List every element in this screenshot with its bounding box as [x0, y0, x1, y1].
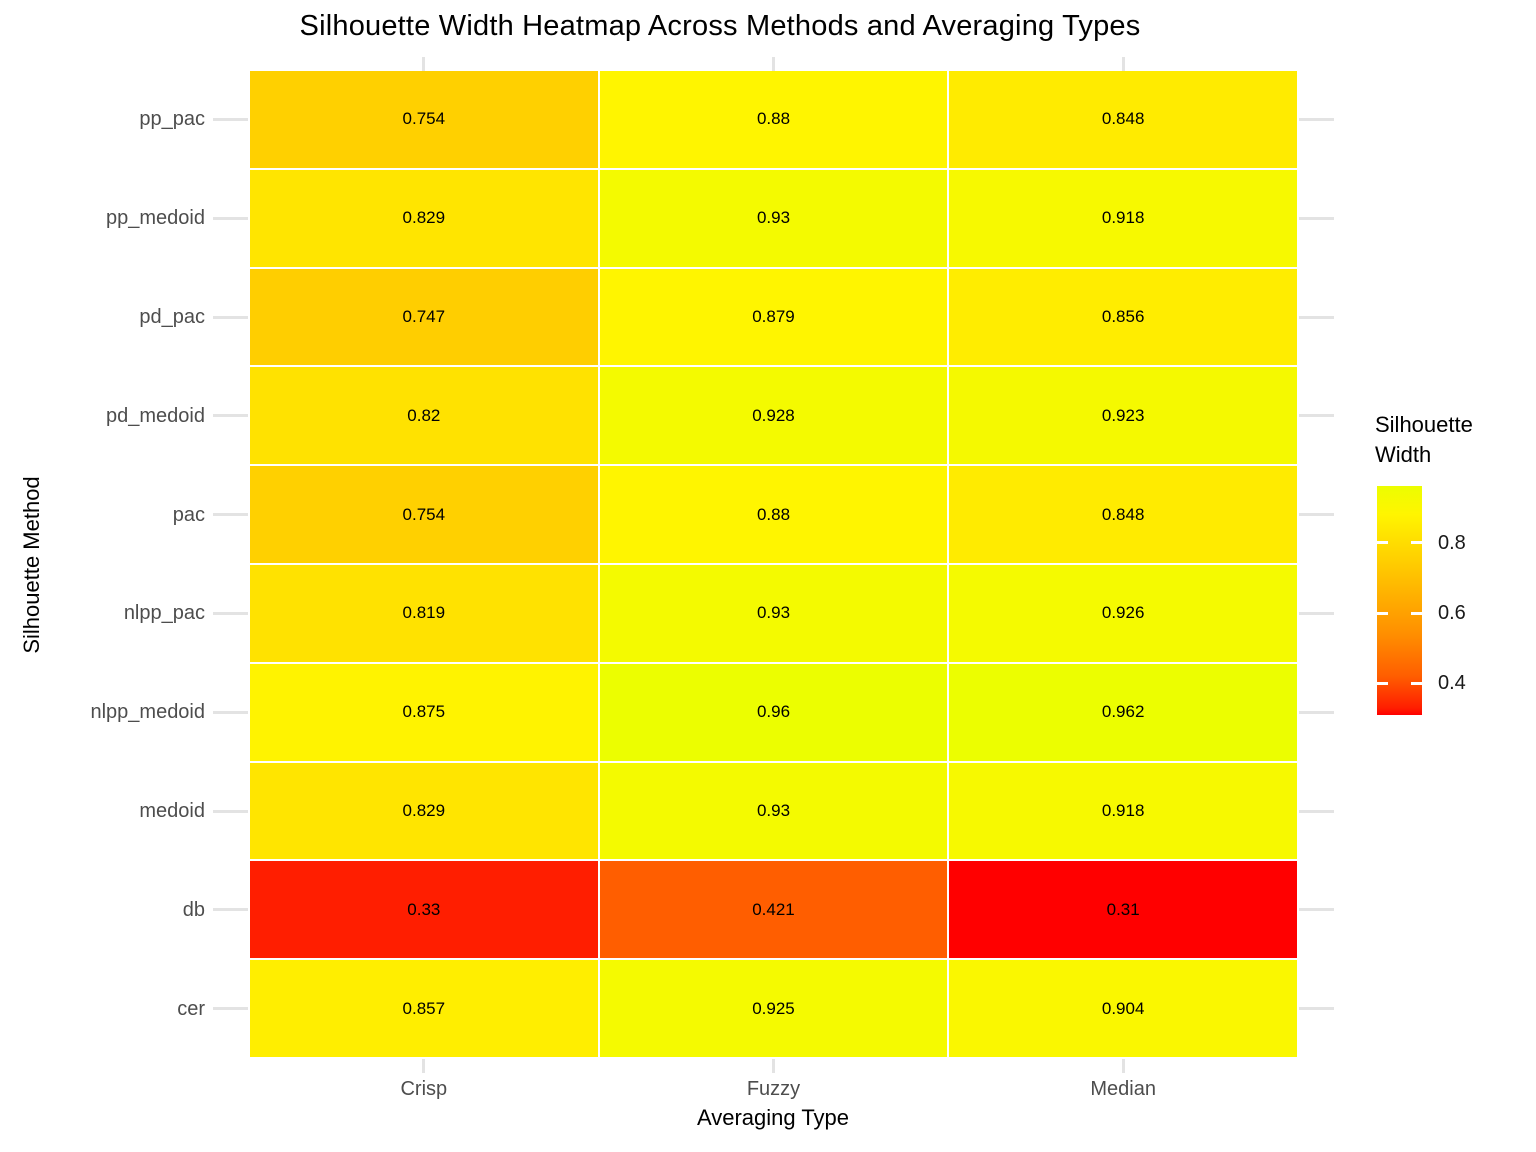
- y-axis-tick-left: [213, 908, 248, 911]
- cell-value-label: 0.923: [1101, 405, 1145, 425]
- legend-tick-mark: [1377, 682, 1388, 685]
- heatmap-cell: [949, 861, 1297, 958]
- cell-value-label: 0.819: [402, 603, 446, 623]
- y-axis-tick-left: [213, 612, 248, 615]
- cell-value-label: 0.31: [1106, 899, 1140, 919]
- heatmap-cell: [600, 565, 948, 662]
- y-axis-tick-right: [1299, 118, 1334, 121]
- cell-value-label: 0.829: [402, 800, 446, 820]
- heatmap-cell: [949, 466, 1297, 563]
- heatmap-cell: [250, 861, 598, 958]
- cell-value-label: 0.926: [1101, 603, 1145, 623]
- y-axis-title: Silhouette Method: [19, 476, 44, 654]
- heatmap-cell: [250, 466, 598, 563]
- y-axis-tick-right: [1299, 711, 1334, 714]
- cell-value-label: 0.33: [407, 899, 441, 919]
- x-axis-tick-bottom: [1122, 1059, 1125, 1073]
- heatmap-cell: [949, 763, 1297, 860]
- heatmap-cell: [600, 763, 948, 860]
- heatmap-cell: [949, 367, 1297, 464]
- y-axis-tick-left: [213, 414, 248, 417]
- legend-tick-mark: [1411, 541, 1422, 544]
- x-axis-tick-top: [422, 57, 425, 71]
- y-axis-tick-right: [1299, 612, 1334, 615]
- x-axis-label: Fuzzy: [746, 1078, 801, 1100]
- legend-tick-mark: [1377, 541, 1388, 544]
- y-axis-tick-left: [213, 316, 248, 319]
- y-axis-tick-left: [213, 513, 248, 516]
- heatmap-cell: [600, 367, 948, 464]
- cell-value-label: 0.421: [752, 899, 795, 919]
- heatmap-cell: [250, 565, 598, 662]
- heatmap-cell: [949, 170, 1297, 267]
- y-axis-tick-right: [1299, 316, 1334, 319]
- y-axis-label: pp_medoid: [106, 207, 205, 230]
- x-axis-tick-top: [772, 57, 775, 71]
- cell-value-label: 0.754: [402, 504, 446, 524]
- x-axis-tick-bottom: [422, 1059, 425, 1073]
- y-axis-tick-right: [1299, 908, 1334, 911]
- cell-value-label: 0.857: [402, 998, 446, 1018]
- heatmap-cell: [250, 170, 598, 267]
- cell-value-label: 0.754: [402, 109, 446, 129]
- cell-value-label: 0.848: [1101, 504, 1145, 524]
- x-axis-label: Crisp: [400, 1078, 448, 1100]
- y-axis-tick-left: [213, 810, 248, 813]
- y-axis-tick-left: [213, 1007, 248, 1010]
- heatmap-cell: [250, 269, 598, 366]
- x-axis-label: Median: [1090, 1078, 1156, 1100]
- cell-value-label: 0.93: [756, 603, 791, 623]
- y-axis-label: pd_pac: [139, 306, 205, 328]
- heatmap-cell: [250, 664, 598, 761]
- legend-tick-mark: [1377, 612, 1388, 615]
- cell-value-label: 0.82: [407, 405, 441, 425]
- cell-value-label: 0.918: [1101, 800, 1145, 820]
- y-axis-tick-right: [1299, 513, 1334, 516]
- heatmap-cell: [600, 170, 948, 267]
- cell-value-label: 0.96: [756, 702, 791, 722]
- y-axis-label: medoid: [139, 800, 205, 822]
- heatmap-cell: [600, 466, 948, 563]
- heatmap-panel: [250, 71, 1297, 1057]
- y-axis-label: pd_medoid: [106, 404, 205, 427]
- y-axis-label: nlpp_pac: [123, 602, 205, 625]
- legend-title: [1375, 410, 1473, 470]
- y-axis-label: nlpp_medoid: [90, 701, 205, 724]
- cell-value-label: 0.829: [402, 208, 446, 228]
- cell-value-label: 0.904: [1101, 998, 1145, 1018]
- cell-value-label: 0.918: [1101, 208, 1145, 228]
- y-axis-label: db: [182, 898, 205, 921]
- legend-tick-mark: [1411, 612, 1422, 615]
- legend-gradient-bar: [1377, 486, 1422, 715]
- heatmap-cell: [949, 71, 1297, 168]
- y-axis-tick-right: [1299, 810, 1334, 813]
- y-axis-label: cer: [177, 997, 205, 1020]
- y-axis-label: pp_pac: [139, 108, 205, 131]
- cell-value-label: 0.925: [752, 998, 795, 1018]
- legend-tick-label: 0.8: [1438, 531, 1466, 554]
- heatmap-cell: [949, 960, 1297, 1057]
- legend-tick-label: 0.4: [1438, 672, 1466, 695]
- cell-value-label: 0.879: [752, 306, 795, 326]
- cell-value-label: 0.848: [1101, 109, 1145, 129]
- cell-value-label: 0.93: [756, 208, 791, 228]
- cell-value-label: 0.962: [1101, 702, 1145, 722]
- cell-value-label: 0.88: [756, 504, 791, 524]
- y-axis-tick-right: [1299, 414, 1334, 417]
- x-axis-tick-bottom: [772, 1059, 775, 1073]
- cell-value-label: 0.93: [756, 800, 791, 820]
- heatmap-cell: [949, 565, 1297, 662]
- y-axis-tick-left: [213, 217, 248, 220]
- cell-value-label: 0.856: [1101, 306, 1145, 326]
- heatmap-cell: [600, 960, 948, 1057]
- heatmap-cell: [250, 763, 598, 860]
- y-axis-label: pac: [172, 503, 205, 526]
- x-axis-tick-top: [1122, 57, 1125, 71]
- heatmap-cell: [949, 269, 1297, 366]
- heatmap-cell: [250, 71, 598, 168]
- heatmap-cell: [600, 861, 948, 958]
- y-axis-tick-left: [213, 711, 248, 714]
- cell-value-label: 0.88: [756, 109, 791, 129]
- chart-title: Silhouette Width Heatmap Across Methods and Averaging Types: [299, 10, 1141, 42]
- y-axis-tick-right: [1299, 1007, 1334, 1010]
- legend-tick-mark: [1411, 682, 1422, 685]
- cell-value-label: 0.928: [752, 405, 795, 425]
- heatmap-cell: [250, 960, 598, 1057]
- cell-value-label: 0.875: [402, 702, 446, 722]
- heatmap-cell: [250, 367, 598, 464]
- legend-tick-label: 0.6: [1438, 602, 1466, 625]
- heatmap-cell: [600, 269, 948, 366]
- heatmap-cell: [600, 664, 948, 761]
- x-axis-title: Averaging Type: [696, 1105, 850, 1130]
- y-axis-tick-left: [213, 118, 248, 121]
- heatmap-cell: [600, 71, 948, 168]
- y-axis-tick-right: [1299, 217, 1334, 220]
- heatmap-cell: [949, 664, 1297, 761]
- cell-value-label: 0.747: [402, 306, 446, 326]
- legend-title-line2: Width: [1375, 442, 1432, 467]
- legend-title-line1: Silhouette: [1375, 412, 1473, 437]
